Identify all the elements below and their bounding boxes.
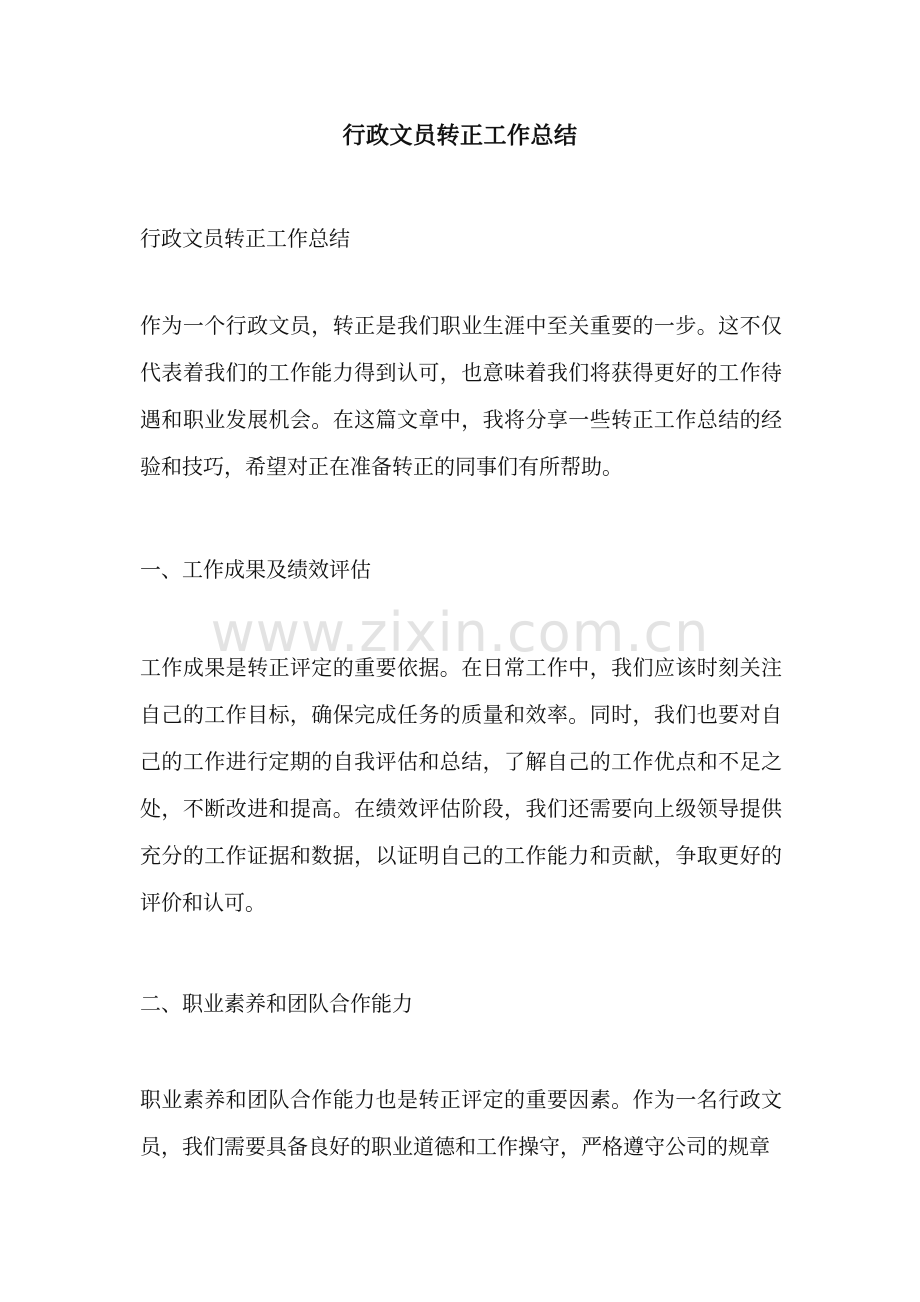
section-2-paragraph: 职业素养和团队合作能力也是转正评定的重要因素。作为一名行政文员，我们需要具备良好的职业道德和工作操守，严格遵守公司的规章	[140, 1088, 782, 1159]
page-title: 行政文员转正工作总结	[342, 122, 578, 149]
watermark-text: www.zixin.com.cn	[210, 601, 710, 664]
document-subtitle: 行政文员转正工作总结	[140, 227, 350, 251]
section-2-heading: 二、职业素养和团队合作能力	[140, 992, 413, 1016]
intro-paragraph: 作为一个行政文员，转正是我们职业生涯中至关重要的一步。这不仅代表着我们的工作能力得到认可，也意味着我们将获得更好的工作待遇和职业发展机会。在这篇文章中，我将分享一些转正工作总结的经验和技巧，希望对正在准备转正的同事们有所帮助。	[140, 314, 782, 479]
section-1-paragraph: 工作成果是转正评定的重要依据。在日常工作中，我们应该时刻关注自己的工作目标，确保完成任务的质量和效率。同时，我们也要对自己的工作进行定期的自我评估和总结，了解自己的工作优点和不足之处，不断改进和提高。在绩效评估阶段，我们还需要向上级领导提供充分的工作证据和数据，以证明自己的工作能力和贡献，争取更好的评价和认可。	[140, 656, 782, 915]
section-1-heading: 一、工作成果及绩效评估	[140, 558, 371, 582]
